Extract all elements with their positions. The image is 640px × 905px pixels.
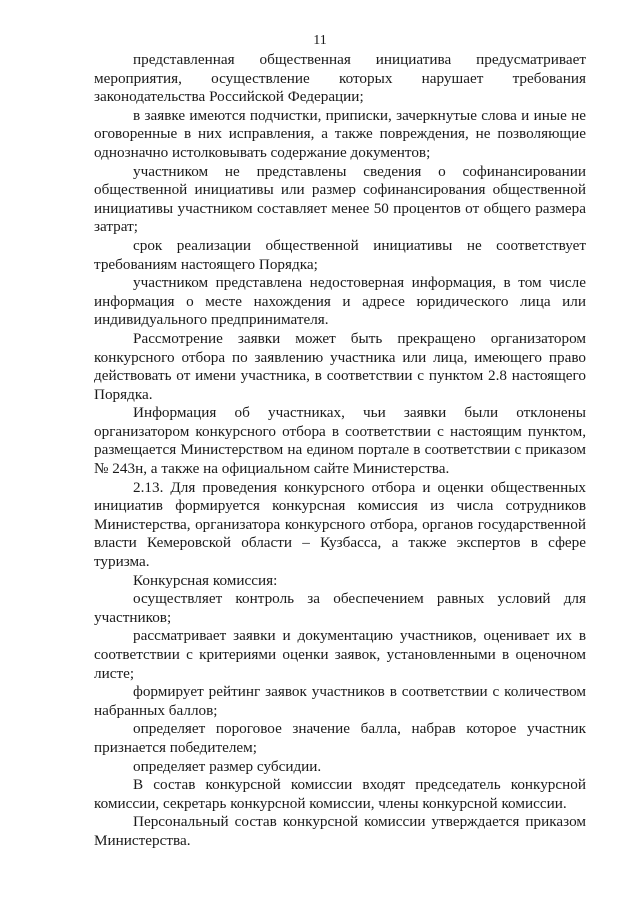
paragraph-commission-threshold: определяет пороговое значение балла, набрав которое участник признается победителем; (94, 720, 586, 756)
paragraph-corrections-damage: в заявке имеются подчистки, приписки, зачеркнутые слова и иные не оговоренные в них исправления, а также повреждения, не позволяющие однозначно истолковывать содержание документов; (94, 106, 586, 161)
paragraph-commission-control: осуществляет контроль за обеспечением равных условий для участников; (94, 590, 586, 626)
document-body (94, 51, 586, 851)
paragraph-cofinancing: участником не представлены сведения о софинансировании общественной инициативы или размер софинансирования общественной инициативы участником составляет менее 50 процентов от общего размера затрат; (94, 162, 586, 236)
paragraph-commission-subsidy: определяет размер субсидии. (133, 757, 322, 775)
paragraph-commission-heading: Конкурсная комиссия: (133, 571, 278, 589)
paragraph-commission-review: рассматривает заявки и документацию участников, оценивает их в соответствии с критериями оценки заявок, установленными в оценочном листе; (94, 627, 586, 682)
paragraph-rejected-participants-info: Информация об участниках, чьи заявки были отклонены организатором конкурсного отбора в соответствии с настоящим пунктом, размещается Министерством на едином портале в соответствии с приказом № 243н, а также на официальном сайте Министерства. (94, 404, 586, 478)
paragraph-violates-legislation: представленная общественная инициатива предусматривает мероприятия, осуществление которых нарушает требования законодательства Российской Федерации; (94, 51, 586, 106)
paragraph-review-termination: Рассмотрение заявки может быть прекращено организатором конкурсного отбора по заявлению участника или лица, имеющего право действовать от имени участника, в соответствии с пунктом 2.8 настоящего Порядка. (94, 329, 586, 403)
paragraph-commission-approval: Персональный состав конкурсной комиссии утверждается приказом Министерства. (94, 813, 586, 849)
paragraph-commission-composition: В состав конкурсной комиссии входят председатель конкурсной комиссии, секретарь конкурсной комиссии, члены конкурсной комиссии. (94, 776, 586, 812)
paragraph-section-2-13: 2.13. Для проведения конкурсного отбора и оценки общественных инициатив формируется конкурсная комиссия из числа сотрудников Министерства, организатора конкурсного отбора, органов государственной власти Кемеровской области – Кузбасса, а также экспертов в сфере туризма. (94, 478, 586, 571)
paragraph-commission-rating: формирует рейтинг заявок участников в соответствии с количеством набранных баллов; (94, 683, 586, 719)
paragraph-false-information: участником представлена недостоверная информация, в том числе информация о месте нахождения и адресе юридического лица или индивидуального предпринимателя. (94, 274, 586, 329)
paragraph-implementation-term: срок реализации общественной инициативы не соответствует требованиям настоящего Порядка; (94, 236, 586, 273)
page-number: 11 (313, 33, 327, 48)
